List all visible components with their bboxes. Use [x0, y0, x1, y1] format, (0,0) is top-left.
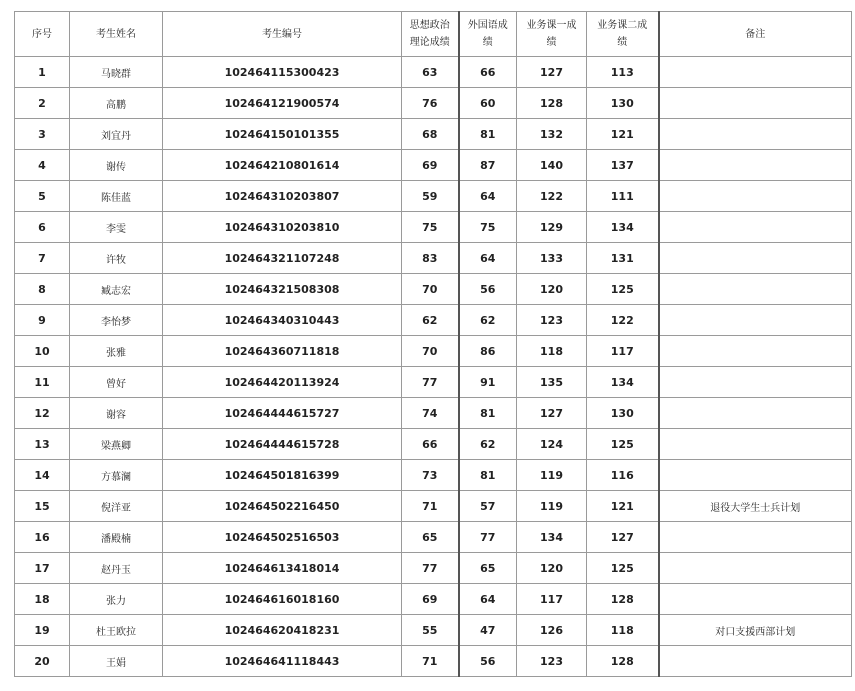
cell-name: 刘宜丹: [70, 119, 163, 150]
cell-id: 102464444615727: [163, 398, 402, 429]
cell-major2: 117: [587, 336, 659, 367]
cell-id: 102464502516503: [163, 522, 402, 553]
cell-major1: 119: [517, 491, 587, 522]
cell-foreign: 64: [459, 584, 517, 615]
cell-remark: [659, 57, 852, 88]
cell-major2: 121: [587, 491, 659, 522]
cell-id: 102464321508308: [163, 274, 402, 305]
cell-name: 梁燕卿: [70, 429, 163, 460]
cell-politics: 63: [402, 57, 459, 88]
cell-seq: 7: [15, 243, 70, 274]
cell-major2: 130: [587, 398, 659, 429]
table-row: [15, 212, 852, 243]
cell-remark: [659, 429, 852, 460]
header-major2: 业务课二成 绩: [587, 12, 659, 57]
cell-seq: 15: [15, 491, 70, 522]
cell-major1: 132: [517, 119, 587, 150]
cell-major1: 118: [517, 336, 587, 367]
cell-remark: 对口支援西部计划: [659, 615, 852, 646]
cell-major1: 129: [517, 212, 587, 243]
page-footer-mark: [355, 684, 465, 690]
cell-foreign: 86: [459, 336, 517, 367]
cell-name: 赵丹玉: [70, 553, 163, 584]
cell-remark: [659, 522, 852, 553]
cell-politics: 55: [402, 615, 459, 646]
cell-major2: 122: [587, 305, 659, 336]
cell-politics: 70: [402, 274, 459, 305]
cell-remark: 退役大学生士兵计划: [659, 491, 852, 522]
cell-politics: 65: [402, 522, 459, 553]
cell-id: 102464121900574: [163, 88, 402, 119]
header-row: [15, 12, 852, 57]
cell-id: 102464420113924: [163, 367, 402, 398]
cell-major1: 122: [517, 181, 587, 212]
cell-seq: 11: [15, 367, 70, 398]
table-row: [15, 615, 852, 646]
header-major1: 业务课一成 绩: [517, 12, 587, 57]
cell-seq: 5: [15, 181, 70, 212]
cell-id: 102464641118443: [163, 646, 402, 677]
table-row: [15, 429, 852, 460]
cell-remark: [659, 305, 852, 336]
cell-remark: [659, 274, 852, 305]
cell-remark: [659, 398, 852, 429]
cell-politics: 69: [402, 584, 459, 615]
cell-foreign: 81: [459, 119, 517, 150]
cell-politics: 76: [402, 88, 459, 119]
cell-politics: 62: [402, 305, 459, 336]
cell-name: 李怡梦: [70, 305, 163, 336]
cell-name: 李雯: [70, 212, 163, 243]
cell-remark: [659, 243, 852, 274]
cell-foreign: 64: [459, 243, 517, 274]
cell-major1: 120: [517, 553, 587, 584]
header-foreign: 外国语成 绩: [459, 12, 517, 57]
table-body: [15, 57, 852, 677]
cell-id: 102464321107248: [163, 243, 402, 274]
cell-seq: 1: [15, 57, 70, 88]
score-table: [14, 11, 852, 677]
table-row: [15, 274, 852, 305]
cell-foreign: 87: [459, 150, 517, 181]
table-row: [15, 336, 852, 367]
cell-politics: 75: [402, 212, 459, 243]
table-row: [15, 181, 852, 212]
cell-remark: [659, 88, 852, 119]
table-row: [15, 57, 852, 88]
cell-foreign: 47: [459, 615, 517, 646]
cell-politics: 71: [402, 646, 459, 677]
cell-major2: 116: [587, 460, 659, 491]
cell-seq: 20: [15, 646, 70, 677]
cell-foreign: 56: [459, 646, 517, 677]
cell-major1: 140: [517, 150, 587, 181]
header-remark: 备注: [659, 12, 852, 57]
cell-id: 102464620418231: [163, 615, 402, 646]
cell-foreign: 81: [459, 398, 517, 429]
cell-foreign: 62: [459, 305, 517, 336]
table-row: [15, 460, 852, 491]
cell-remark: [659, 181, 852, 212]
cell-major2: 128: [587, 646, 659, 677]
table-row: [15, 305, 852, 336]
cell-major1: 126: [517, 615, 587, 646]
table-row: [15, 150, 852, 181]
table-row: [15, 584, 852, 615]
cell-major1: 133: [517, 243, 587, 274]
cell-major2: 137: [587, 150, 659, 181]
cell-major2: 121: [587, 119, 659, 150]
cell-foreign: 60: [459, 88, 517, 119]
cell-major2: 125: [587, 274, 659, 305]
cell-seq: 6: [15, 212, 70, 243]
cell-major1: 127: [517, 398, 587, 429]
score-table-container: [14, 11, 852, 677]
cell-major2: 134: [587, 212, 659, 243]
cell-politics: 68: [402, 119, 459, 150]
cell-major2: 113: [587, 57, 659, 88]
cell-major1: 124: [517, 429, 587, 460]
cell-foreign: 65: [459, 553, 517, 584]
cell-seq: 18: [15, 584, 70, 615]
cell-seq: 19: [15, 615, 70, 646]
cell-id: 102464150101355: [163, 119, 402, 150]
cell-major1: 127: [517, 57, 587, 88]
cell-foreign: 91: [459, 367, 517, 398]
cell-major1: 123: [517, 646, 587, 677]
cell-remark: [659, 367, 852, 398]
cell-foreign: 64: [459, 181, 517, 212]
cell-major2: 111: [587, 181, 659, 212]
cell-name: 倪洋亚: [70, 491, 163, 522]
cell-seq: 2: [15, 88, 70, 119]
cell-name: 高鹏: [70, 88, 163, 119]
table-row: [15, 491, 852, 522]
cell-remark: [659, 119, 852, 150]
cell-id: 102464340310443: [163, 305, 402, 336]
cell-seq: 13: [15, 429, 70, 460]
cell-name: 张雅: [70, 336, 163, 367]
header-seq: 序号: [15, 12, 70, 57]
cell-id: 102464210801614: [163, 150, 402, 181]
cell-name: 谢容: [70, 398, 163, 429]
cell-id: 102464115300423: [163, 57, 402, 88]
cell-seq: 17: [15, 553, 70, 584]
cell-name: 谢传: [70, 150, 163, 181]
cell-politics: 74: [402, 398, 459, 429]
cell-foreign: 57: [459, 491, 517, 522]
cell-politics: 66: [402, 429, 459, 460]
cell-major2: 128: [587, 584, 659, 615]
table-row: [15, 522, 852, 553]
cell-politics: 59: [402, 181, 459, 212]
cell-major1: 135: [517, 367, 587, 398]
table-header: [15, 12, 852, 57]
cell-major1: 123: [517, 305, 587, 336]
cell-major2: 118: [587, 615, 659, 646]
cell-id: 102464444615728: [163, 429, 402, 460]
cell-remark: [659, 646, 852, 677]
cell-remark: [659, 553, 852, 584]
table-row: [15, 553, 852, 584]
cell-remark: [659, 150, 852, 181]
cell-seq: 14: [15, 460, 70, 491]
cell-seq: 16: [15, 522, 70, 553]
cell-id: 102464502216450: [163, 491, 402, 522]
cell-foreign: 62: [459, 429, 517, 460]
cell-id: 102464616018160: [163, 584, 402, 615]
cell-name: 张力: [70, 584, 163, 615]
cell-major2: 127: [587, 522, 659, 553]
cell-id: 102464501816399: [163, 460, 402, 491]
cell-name: 王娟: [70, 646, 163, 677]
cell-foreign: 66: [459, 57, 517, 88]
cell-major2: 130: [587, 88, 659, 119]
cell-major1: 119: [517, 460, 587, 491]
cell-major1: 120: [517, 274, 587, 305]
header-politics: 思想政治 理论成绩: [402, 12, 459, 57]
cell-politics: 77: [402, 367, 459, 398]
cell-major2: 125: [587, 429, 659, 460]
table-row: [15, 119, 852, 150]
cell-foreign: 75: [459, 212, 517, 243]
cell-politics: 71: [402, 491, 459, 522]
cell-major1: 134: [517, 522, 587, 553]
cell-name: 马晓群: [70, 57, 163, 88]
cell-id: 102464613418014: [163, 553, 402, 584]
cell-remark: [659, 460, 852, 491]
cell-name: 陈佳蓝: [70, 181, 163, 212]
cell-id: 102464310203807: [163, 181, 402, 212]
cell-foreign: 77: [459, 522, 517, 553]
cell-remark: [659, 584, 852, 615]
cell-major1: 117: [517, 584, 587, 615]
cell-remark: [659, 336, 852, 367]
cell-major2: 125: [587, 553, 659, 584]
cell-seq: 10: [15, 336, 70, 367]
cell-seq: 12: [15, 398, 70, 429]
cell-politics: 83: [402, 243, 459, 274]
cell-seq: 4: [15, 150, 70, 181]
cell-major2: 131: [587, 243, 659, 274]
table-row: [15, 367, 852, 398]
header-id: 考生编号: [163, 12, 402, 57]
cell-name: 曾好: [70, 367, 163, 398]
cell-foreign: 81: [459, 460, 517, 491]
cell-name: 方慕澜: [70, 460, 163, 491]
cell-major2: 134: [587, 367, 659, 398]
cell-name: 臧志宏: [70, 274, 163, 305]
cell-foreign: 56: [459, 274, 517, 305]
cell-major1: 128: [517, 88, 587, 119]
cell-name: 杜王欧拉: [70, 615, 163, 646]
cell-politics: 73: [402, 460, 459, 491]
cell-seq: 8: [15, 274, 70, 305]
cell-politics: 77: [402, 553, 459, 584]
header-name: 考生姓名: [70, 12, 163, 57]
cell-politics: 69: [402, 150, 459, 181]
table-row: [15, 646, 852, 677]
table-row: [15, 88, 852, 119]
table-row: [15, 243, 852, 274]
cell-id: 102464310203810: [163, 212, 402, 243]
cell-seq: 3: [15, 119, 70, 150]
cell-seq: 9: [15, 305, 70, 336]
table-row: [15, 398, 852, 429]
cell-id: 102464360711818: [163, 336, 402, 367]
cell-name: 潘殿楠: [70, 522, 163, 553]
cell-remark: [659, 212, 852, 243]
cell-name: 许牧: [70, 243, 163, 274]
cell-politics: 70: [402, 336, 459, 367]
